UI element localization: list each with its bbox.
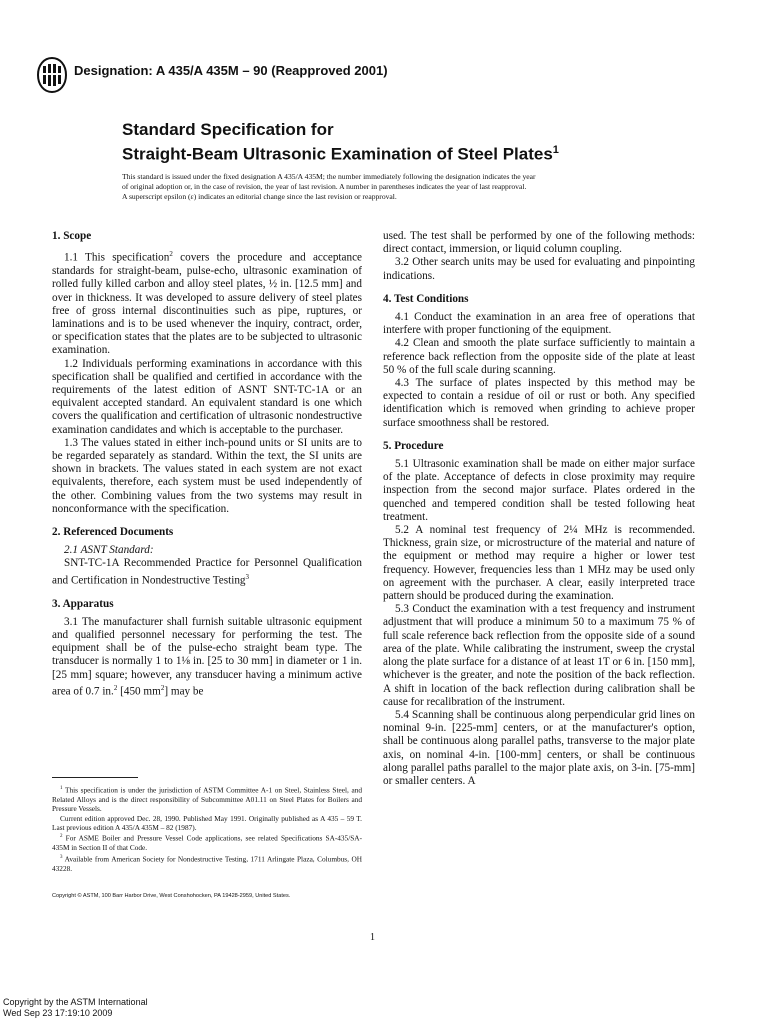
paragraph-1-3: 1.3 The values stated in either inch-pound units or SI units are to be regarded separately as standard. Within the text, the SI units are shown in brackets. The values stated in each system are not exact equivalents, therefore, each system must be used independently of the other. Combining values from the two systems may result in nonconformance with the specification. xyxy=(52,436,362,515)
paragraph-4-2: 4.2 Clean and smooth the plate surface sufficiently to maintain a reference back reflection from the opposite side of the plate at least 50 % of the full scale during scanning. xyxy=(383,337,695,376)
paragraph-5-2: 5.2 A nominal test frequency of 2¼ MHz is recommended. Thickness, grain size, or microstructure of the material and nature of the equipment or method may require a higher or lower test frequency. However, frequencies less than 1 MHz may be used only on agreement with the purchaser. A clear, easily interpreted trace pattern should be produced during the examination. xyxy=(383,524,695,603)
footnote-3: $^3$ Available from American Society for Nondestructive Testing, 1711 Arlingate Plaza, Columbus, OH 43228. xyxy=(52,854,362,873)
paragraph-5-1: 5.1 Ultrasonic examination shall be made on either major surface of the plate. Acceptance of defects in close proximity may require inspection from the second major surface. Plates ordered in the quenched and tempered condition shall be tested following heat treatment. xyxy=(383,458,695,523)
download-stamp xyxy=(3,997,148,1019)
paragraph-4-3: 4.3 The surface of plates inspected by this method may be expected to contain a residue of oil or rust or both. Any specified identification which is removed when grinding to achieve proper surface smoothness shall be restored. xyxy=(383,377,695,429)
page-number: 1 xyxy=(370,932,375,943)
footnote-2: $^2$ For ASME Boiler and Pressure Vessel Code applications, see related Specifications SA-435/SA-435M in Section II of that Code. xyxy=(52,833,362,853)
paragraph-5-4: 5.4 Scanning shall be continuous along perpendicular grid lines on nominal 9-in. [225-mm] centers, or at the manufacturer's option, shall be continuous along parallel paths, transverse to the major plate axis, on nominal 4-in. [100-mm] centers, or shall be continuous along parallel paths parallel to the major plate axis, on 3-in. [75-mm] or smaller centers. A xyxy=(383,708,695,787)
section-heading-procedure: 5. Procedure xyxy=(383,439,444,452)
issuance-note xyxy=(122,172,652,202)
intro-line: A superscript epsilon (ε) indicates an editorial change since the last revision or reapproval. xyxy=(122,192,397,201)
paragraph-4-1: 4.1 Conduct the examination in an area free of operations that interfere with proper functioning of the equipment. xyxy=(383,311,695,337)
document-title xyxy=(122,120,559,165)
left-column xyxy=(52,230,362,699)
footnotes xyxy=(52,784,362,873)
astm-logo xyxy=(37,57,67,93)
paragraph-2-1: 2.1 ASNT Standard: xyxy=(64,544,154,557)
intro-line: This standard is issued under the fixed designation A 435/A 435M; the number immediately following the designation indicates the year xyxy=(122,172,536,181)
section-heading-scope: 1. Scope xyxy=(52,230,92,242)
paragraph-3-1: 3.1 The manufacturer shall furnish suitable ultrasonic equipment and qualified personnel necessary for performing the test. The equipment shall be of the pulse-echo straight beam type. The transducer is normally 1 to 1⅛ in. [25 to 30 mm] in diameter or 1 in. [25 mm] square; however, any transducer having a minimum active area of 0.7 in.$^2$ [450 $mm^2$] may be xyxy=(52,615,362,698)
intro-line: of original adoption or, in the case of revision, the year of last revision. A number in parentheses indicates the year of last reapproval. xyxy=(122,182,527,191)
paragraph-5-3: 5.3 Conduct the examination with a test frequency and instrument adjustment that will produce a minimum 50 to a maximum 75 % of full scale reference back reflection from the opposite side of a sound area of the plate. While calibrating the instrument, sweep the crystal along the plate surface for a distance of at least 1T or 6 in. [150 mm], whichever is the greater, and note the position of the back reflection. A shift in location of the back reflection during calibration shall be cause for recalibration of the instrument. xyxy=(383,603,695,708)
download-stamp-line-1: Copyright by the ASTM International xyxy=(3,997,148,1007)
footnote-1-edition: Current edition approved Dec. 28, 1990. Published May 1991. Originally published as A 435 – 59 T. Last previous edition A 435/A 435M – 82 (1987). xyxy=(52,813,362,833)
section-heading-referenced-documents: 2. Referenced Documents xyxy=(52,526,174,538)
section-heading-apparatus: 3. Apparatus xyxy=(52,597,114,610)
paragraph-3-1-continued: used. The test shall be performed by one of the following methods: direct contact, immersion, or liquid column coupling. xyxy=(383,230,695,256)
download-stamp-line-2: Wed Sep 23 17:19:10 2009 xyxy=(3,1008,113,1018)
footnote-divider xyxy=(52,777,138,778)
designation: Designation: A 435/A 435M – 90 (Reapproved 2001) xyxy=(74,63,388,78)
paragraph-3-2: 3.2 Other search units may be used for evaluating and pinpointing indications. xyxy=(383,256,695,282)
title-line-2: Straight-Beam Ultrasonic Examination of Steel Plates$^1$ xyxy=(122,144,559,164)
paragraph-1-1: 1.1 This specification$^2$ covers the procedure and acceptance standards for straight-beam, pulse-echo, ultrasonic examination of rolled fully killed carbon and alloy steel plates, ½ in. [12.5 mm] and over in thickness. It was developed to assure delivery of steel plates free of gross internal discontinuities such as pipe, ruptures, or laminations and is to be used whenever the inquiry, contract, order, or specification states that the plates are to be subjected to ultrasonic examination. xyxy=(52,250,363,357)
right-column xyxy=(383,230,695,788)
section-heading-test-conditions: 4. Test Conditions xyxy=(383,292,469,305)
paragraph-1-2: 1.2 Individuals performing examinations in accordance with this specification shall be qualified and certified in accordance with the requirements of the latest edition of ASNT SNT-TC-1A or an equivalent accepted standard. An equivalent standard is one which covers the qualification and certification of ultrasonic nondestructive examination candidates and which is acceptable to the purchaser. xyxy=(52,357,362,436)
referenced-document-item: SNT-TC-1A Recommended Practice for Personnel Qualification and Certification in Nondestructive Testing$^3$ xyxy=(52,557,362,587)
copyright-notice: Copyright © ASTM, 100 Barr Harbor Drive, West Conshohocken, PA 19428-2959, United States. xyxy=(52,893,291,899)
title-line-1: Standard Specification for xyxy=(122,120,334,139)
footnote-1: $^1$ This specification is under the jurisdiction of ASTM Committee A-1 on Steel, Stainless Steel, and Related Alloys and is the direct responsibility of Subcommittee A01.11 on Steel Plates for Boilers and Pressure Vessels. xyxy=(52,785,362,814)
